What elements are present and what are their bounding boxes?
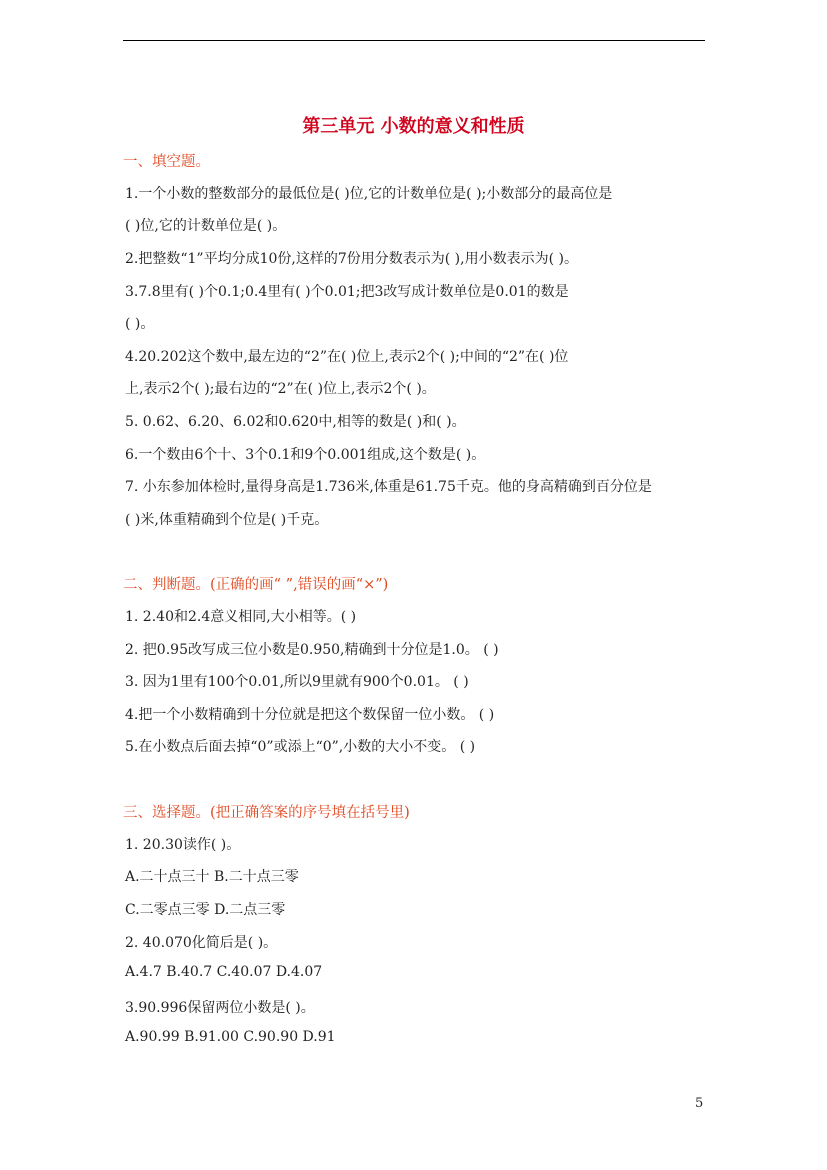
question-line: ( )。 — [125, 316, 155, 332]
question-line: 2. 40.070化简后是( )。 — [125, 935, 278, 951]
header-rule — [123, 40, 705, 41]
question-line: 4.把一个小数精确到十分位就是把这个数保留一位小数。 ( ) — [125, 707, 495, 723]
option-line: A.90.99 B.91.00 C.90.90 D.91 — [125, 1029, 336, 1045]
question-line: 3.90.996保留两位小数是( )。 — [125, 1000, 315, 1016]
question-line: 2.把整数“1”平均分成10份,这样的7份用分数表示为( ),用小数表示为( )。 — [125, 251, 578, 267]
page-number: 5 — [695, 1096, 704, 1111]
question-line: 2. 把0.95改写成三位小数是0.950,精确到十分位是1.0。 ( ) — [125, 642, 499, 658]
question-line: 1. 20.30读作( )。 — [125, 837, 241, 853]
question-line: 7. 小东参加体检时,量得身高是1.736米,体重是61.75千克。他的身高精确到百分位是 — [125, 479, 652, 495]
question-line: 1.一个小数的整数部分的最低位是( )位,它的计数单位是( );小数部分的最高位是 — [125, 186, 613, 202]
question-line: 3.7.8里有( )个0.1;0.4里有( )个0.01;把3改写成计数单位是0.01的数是 — [125, 284, 569, 300]
option-line: C.二零点三零 D.二点三零 — [125, 902, 286, 918]
question-line: 4.20.202这个数中,最左边的“2”在( )位上,表示2个( );中间的“2”在( )位 — [125, 349, 569, 365]
question-line: ( )米,体重精确到个位是( )千克。 — [125, 512, 329, 528]
question-line: 1. 2.40和2.4意义相同,大小相等。( ) — [125, 609, 357, 625]
question-line: 6.一个数由6个十、3个0.1和9个0.001组成,这个数是( )。 — [125, 447, 486, 463]
question-line: 5. 0.62、6.20、6.02和0.620中,相等的数是( )和( )。 — [125, 414, 466, 430]
page-title: 第三单元 小数的意义和性质 — [302, 116, 525, 137]
question-line: ( )位,它的计数单位是( )。 — [125, 218, 287, 234]
question-line: 5.在小数点后面去掉“0”或添上“0”,小数的大小不变。 ( ) — [125, 739, 476, 755]
option-line: A.二十点三十 B.二十点三零 — [125, 869, 299, 885]
option-line: A.4.7 B.40.7 C.40.07 D.4.07 — [125, 964, 323, 980]
question-line: 上,表示2个( );最右边的“2”在( )位上,表示2个( )。 — [125, 381, 436, 397]
section-heading-fill-in: 一、填空题。 — [123, 154, 210, 170]
question-line: 3. 因为1里有100个0.01,所以9里就有900个0.01。 ( ) — [125, 674, 469, 690]
section-heading-multiple-choice: 三、选择题。(把正确答案的序号填在括号里) — [123, 805, 410, 821]
section-heading-true-false: 二、判断题。(正确的画“ ”,错误的画“×”) — [123, 577, 389, 593]
